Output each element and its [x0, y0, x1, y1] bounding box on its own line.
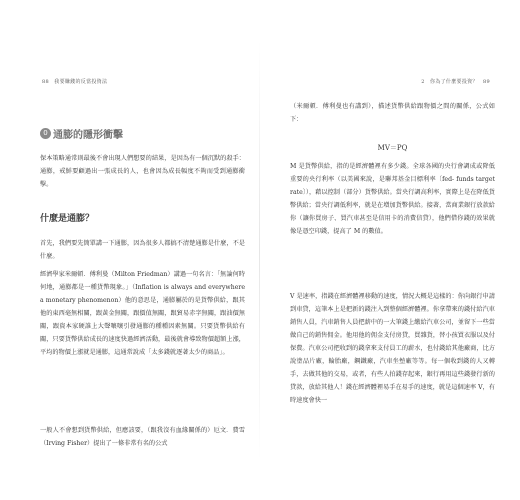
paragraph-4: 一般人不會想到貨幣供給，但應該要，（跟我沒有血緣關係的）厄文．費雪（Irving Fisher）提出了一條非常有名的公式 — [40, 427, 245, 447]
formula: MV＝PQ — [377, 144, 408, 152]
right-page — [260, 0, 520, 500]
paragraph-3: 經濟學家米爾頓．傅利曼（Milton Friedman）講過一句名言：「無論何時何地，通膨都是一種貨幣現象。」（Inflation is always and everywhere a monetary phenomenon）他的意思是，通膨屬於的是貨幣供給，跟其他的東西毫無相關，跟黃金無關，跟價值無關，跟貿易赤字無關，跟油價無關，跟資本家硬誰上大聲嚷嚷引發通膨的種種因素無關。只要貨幣供給有關，只要貨幣供給成長的速度快過經濟活動，最後就會導致物價超額上漲，平均的物價上漲就是通膨，這通常說成「太多錢就逐著太少的商品」。 — [40, 271, 245, 356]
section-title: 通膨的隱形衝擊 — [53, 130, 123, 141]
right-paragraph-3: V 是速率，指錢在經濟體裡移動的速度，情況大概是這樣的：你向銀行申請到車貸，這筆本上是把新的錢注入到整個經濟體裡。你拿帶來的錢付給汽車銷售人員，汽車銷售人員把薪中的一大筆錢上繳給汽車公司，並留下一些當做自己的銷售佣金。他用他的佣金支付房貸，買雜貨，替小孩買衣服以及付保費。汽車公司把收到的錢拿來支付員工的薪水，也付錢給其他廠商，比方說塗品片廠，輪胎廠，鋼鐵廠，汽車坐墊廠等等。每一個收到錢的人又轉手，去做其他的交易，或者，有些人拍錢存起來，銀行再用這些錢發行新的貸款，放給其他人！錢在經濟體裡易手在易手的速度，就是這個速率 V，有時速度會快一 — [290, 293, 495, 404]
right-paragraph-2: M 是貨幣供給，指的是經濟體裡有多少錢。全球各國的央行會調成或降低重要的央行利率（以美國來說，是聯邦基金目標利率〔fed- funds target rate〕），藉以控制（部分）貨幣供給。當央行調高利率，實際上是在降低貨幣供給；當央行調低利率，就是在增加貨幣供給。接著，當商業銀行放款給你（讓你買房子、買汽車甚至是信用卡的消費信貸），他們借你錢的效果就像是憑空印錢，提高了 M 的數值。 — [290, 163, 495, 235]
intro-paragraph: 保本策略通常則最後不會出現人們想要的結果，是因為有一個沉默的殺手：通膨，戒鮮要顧過出一張成長的人，也會因為成長幅度不夠而受到通膨衝擊。 — [40, 155, 245, 188]
running-head-left: 88 我要賺錢的反當投資法 — [42, 79, 108, 85]
running-head-right: 2 你為了什麼要投資？ 89 — [421, 79, 490, 85]
right-paragraph-1: （米爾頓．傅利曼也有講到），描述貨幣供給跟物價之間的關係，公式如下： — [290, 103, 495, 123]
section-heading — [40, 126, 123, 141]
subheading: 什麼是通膨？ — [40, 214, 95, 224]
section-number-icon: 0 — [40, 128, 51, 139]
paragraph-2: 首先，我們要先簡單講一下通膨，因為很多人都搞不清楚通膨是什麼，不是什麼。 — [40, 240, 245, 260]
